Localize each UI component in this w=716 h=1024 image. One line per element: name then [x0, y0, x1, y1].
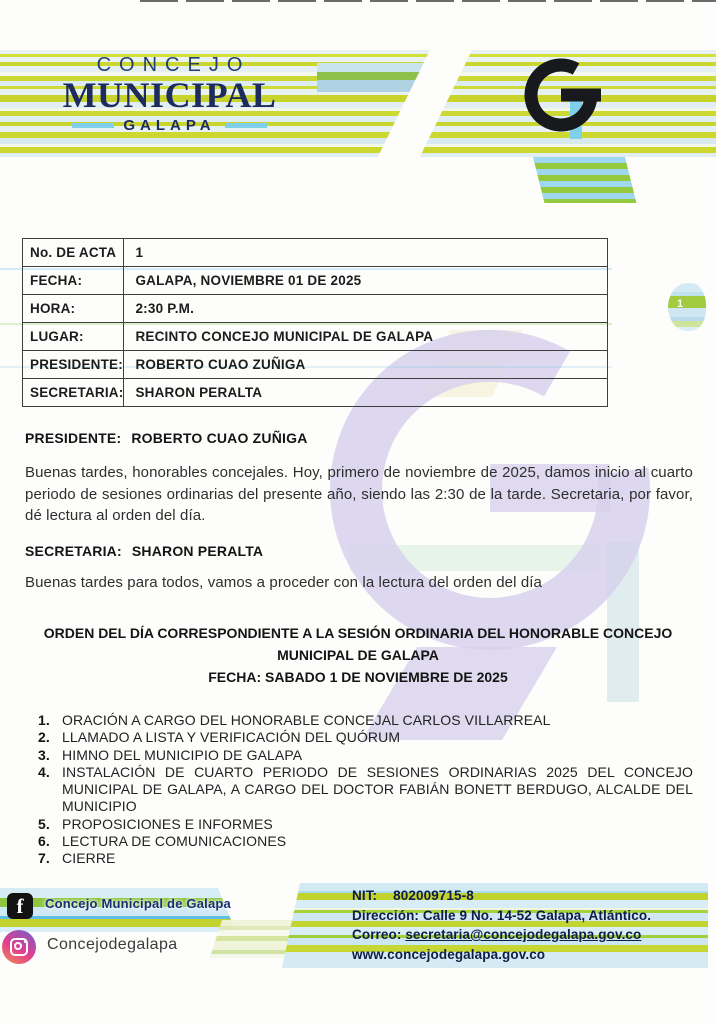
footer-contact-block: [352, 888, 702, 966]
camera-lens-icon: [14, 942, 22, 950]
logo-text-concejo: CONCEJO: [96, 54, 251, 76]
row-label: FECHA:: [23, 267, 124, 295]
galapa-g-icon: [512, 52, 604, 147]
striped-ribbon: [533, 157, 636, 203]
agenda-heading-title: ORDEN DEL DÍA CORRESPONDIENTE A LA SESIÓN ORDINARIA DEL HONORABLE CONCEJO MUNICIPAL DE GALAPA: [43, 625, 673, 663]
concejo-municipal-logo: [62, 54, 277, 134]
agenda-item: PROPOSICIONES E INFORMES: [62, 815, 273, 832]
address-line: Dirección: Calle 9 No. 14-52 Galapa, Atlántico.: [352, 907, 652, 923]
blue-dash-icon: [72, 123, 114, 128]
nit-label: NIT:: [352, 888, 378, 903]
facebook-icon: f: [7, 893, 33, 919]
row-value: GALAPA, NOVIEMBRE 01 DE 2025: [124, 267, 608, 295]
table-row: [23, 351, 608, 379]
logo-galapa-row: [62, 117, 277, 134]
row-label: PRESIDENTE:: [23, 351, 124, 379]
logo-text-galapa: GALAPA: [123, 117, 216, 134]
agenda-heading: [28, 622, 688, 688]
row-value: 1: [124, 239, 608, 267]
agenda-item: CIERRE: [62, 850, 116, 867]
row-label: No. DE ACTA: [23, 239, 124, 267]
president-remarks-paragraph: Buenas tardes, honorables concejales. Hoy, primero de noviembre de 2025, damos inicio al cuarto periodo de sesiones ordinarias del presente año, siendo las 2:30 de la tarde. Secretaria, por favor, dé lectura al orden del día.: [25, 464, 693, 524]
page-number: 1: [677, 298, 684, 310]
row-value: RECINTO CONCEJO MUNICIPAL DE GALAPA: [124, 323, 608, 351]
agenda-heading-date: FECHA: SABADO 1 DE NOVIEMBRE DE 2025: [208, 669, 508, 685]
row-value: ROBERTO CUAO ZUÑIGA: [124, 351, 608, 379]
row-label: LUGAR:: [23, 323, 124, 351]
table-row: [23, 379, 608, 407]
table-row: [23, 323, 608, 351]
email-line: [352, 927, 702, 947]
website-link[interactable]: www.concejodegalapa.gov.co: [352, 946, 546, 962]
row-value: SHARON PERALTA: [124, 379, 608, 407]
table-row: [23, 267, 608, 295]
scan-artifact-line: [140, 0, 716, 2]
agenda-item: INSTALACIÓN DE CUARTO PERIODO DE SESIONES ORDINARIAS 2025 DEL CONCEJO MUNICIPAL DE GALAPA, A CARGO DEL DOCTOR FABIÁN BONETT BERDUGO, ALCALDE DEL MUNICIPIO: [62, 763, 693, 815]
secretary-remarks-paragraph: Buenas tardes para todos, vamos a proceder con la lectura del orden del día: [25, 574, 542, 591]
instagram-icon: [2, 930, 36, 964]
table-row: [23, 239, 608, 267]
camera-flash-dot-icon: [24, 940, 27, 943]
speaker-role: SECRETARIA:: [25, 543, 122, 559]
nit-value: 802009715-8: [393, 888, 474, 903]
email-link[interactable]: secretaria@concejodegalapa.gov.co: [405, 927, 642, 942]
nit-line: [352, 888, 702, 908]
facebook-page-link[interactable]: Concejo Municipal de Galapa: [45, 896, 231, 911]
session-info-table: [22, 238, 608, 407]
speaker-role: PRESIDENTE:: [25, 430, 122, 446]
blue-dash-icon: [225, 123, 267, 128]
header-banner: [0, 50, 716, 157]
page-number-badge: [668, 283, 706, 331]
agenda-item: ORACIÓN A CARGO DEL HONORABLE CONCEJAL CARLOS VILLARREAL: [62, 712, 551, 728]
speaker-line-secretaria: [25, 543, 263, 559]
email-label: Correo:: [352, 927, 402, 942]
instagram-handle-link[interactable]: Concejodegalapa: [47, 936, 178, 953]
logo-text-municipal: MUNICIPAL: [62, 75, 277, 115]
agenda-item: LECTURA DE COMUNICACIONES: [62, 833, 287, 850]
agenda-list: [38, 712, 693, 868]
speaker-name: ROBERTO CUAO ZUÑIGA: [131, 430, 308, 446]
agenda-item: LLAMADO A LISTA Y VERIFICACIÓN DEL QUÓRUM: [62, 729, 401, 746]
speaker-name: SHARON PERALTA: [131, 543, 264, 559]
speaker-line-presidente: [25, 430, 308, 446]
row-label: HORA:: [23, 295, 124, 323]
row-label: SECRETARIA:: [23, 379, 124, 407]
agenda-item: HIMNO DEL MUNICIPIO DE GALAPA: [62, 746, 303, 763]
table-row: [23, 295, 608, 323]
row-value: 2:30 P.M.: [124, 295, 608, 323]
